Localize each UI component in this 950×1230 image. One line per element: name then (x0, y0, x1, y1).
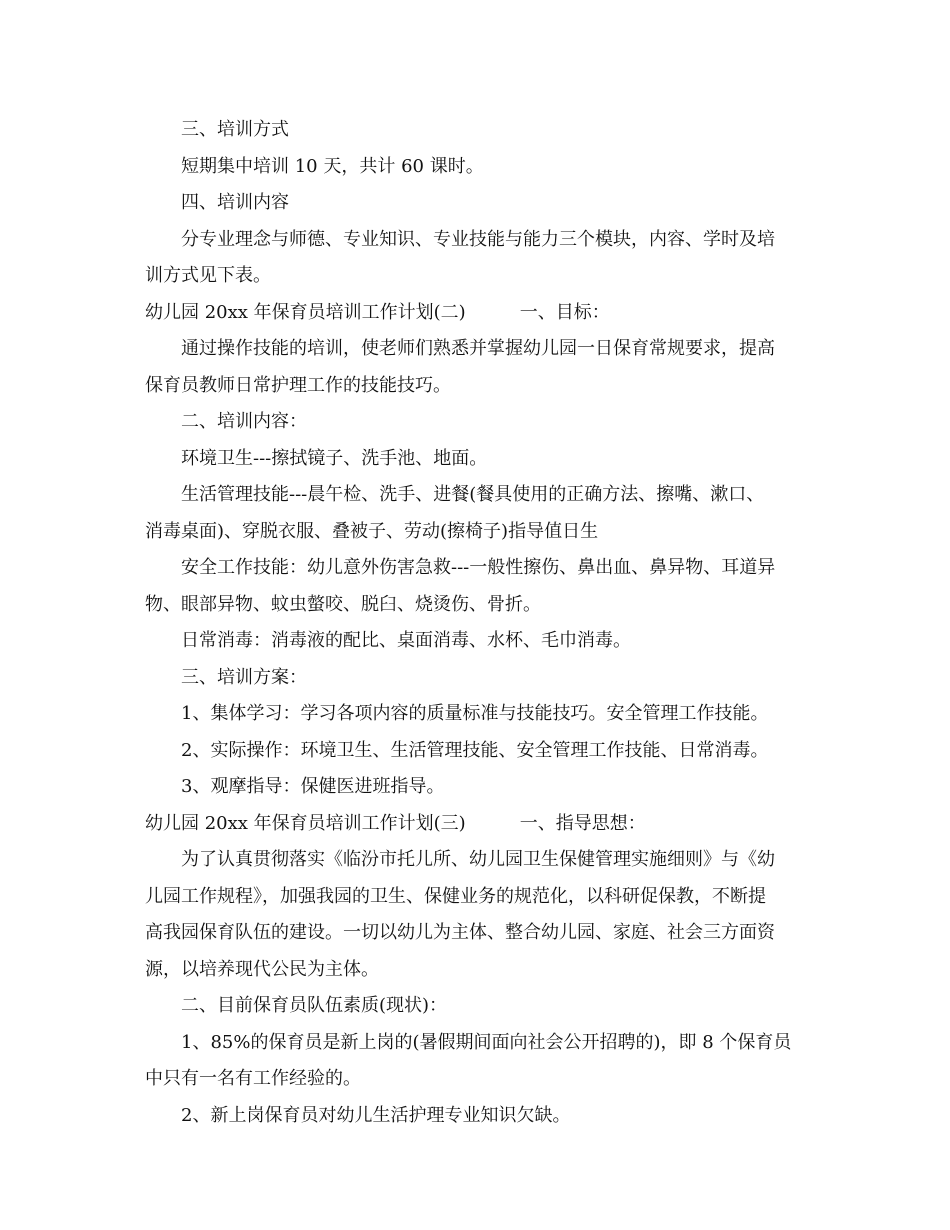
text-line: 短期集中培训 10 天，共计 60 课时。 (181, 155, 484, 177)
text-line: 二、培训内容： (181, 411, 307, 432)
text-line: 三、培训方案： (181, 666, 307, 688)
text-line: 三、培训方式 (181, 119, 289, 140)
text-line: 高我园保育队伍的建设。一切以幼儿为主体、整合幼儿园、家庭、社会三方面资 (145, 922, 775, 943)
text-line: 幼儿园 20xx 年保育员培训工作计划(三) 一、指导思想： (145, 812, 646, 834)
text-line: 分专业理念与师德、专业知识、专业技能与能力三个模块，内容、学时及培 (181, 228, 775, 250)
text-line: 为了认真贯彻落实《临汾市托儿所、幼儿园卫生保健管理实施细则》与《幼 (181, 849, 775, 870)
text-line: 环境卫生---擦拭镜子、洗手池、地面。 (181, 447, 488, 469)
text-line: 生活管理技能---晨午检、洗手、进餐(餐具使用的正确方法、擦嘴、漱口、 (181, 484, 765, 505)
text-line: 通过操作技能的培训，使老师们熟悉并掌握幼儿园一日保育常规要求，提高 (181, 338, 775, 359)
text-line: 源，以培养现代公民为主体。 (145, 958, 379, 980)
text-line: 1、集体学习：学习各项内容的质量标准与技能技巧。安全管理工作技能。 (181, 703, 769, 724)
text-line: 训方式见下表。 (145, 265, 271, 286)
text-line: 2、新上岗保育员对幼儿生活护理专业知识欠缺。 (181, 1104, 571, 1126)
text-line: 物、眼部异物、蚊虫螫咬、脱臼、烧烫伤、骨折。 (145, 593, 541, 615)
text-line: 保育员教师日常护理工作的技能技巧。 (145, 374, 451, 396)
text-line: 中只有一名有工作经验的。 (145, 1068, 361, 1089)
text-line: 安全工作技能：幼儿意外伤害急救---一般性擦伤、鼻出血、鼻异物、耳道异 (181, 557, 776, 578)
text-line: 二、目前保育员队伍素质(现状)： (181, 995, 448, 1016)
text-line: 日常消毒：消毒液的配比、桌面消毒、水杯、毛巾消毒。 (181, 630, 631, 651)
document-body (145, 112, 810, 1134)
text-line: 2、实际操作：环境卫生、生活管理技能、安全管理工作技能、日常消毒。 (181, 739, 769, 761)
text-line: 1、85%的保育员是新上岗的(暑假期间面向社会公开招聘的)，即 8 个保育员 (181, 1031, 792, 1053)
text-line: 四、培训内容 (181, 192, 289, 213)
text-line: 儿园工作规程》，加强我园的卫生、保健业务的规范化，以科研促保教，不断提 (145, 885, 766, 907)
text-line: 消毒桌面)、穿脱衣服、叠被子、劳动(擦椅子)指导值日生 (145, 520, 599, 542)
text-line: 幼儿园 20xx 年保育员培训工作计划(二) 一、目标： (145, 301, 610, 323)
text-line: 3、观摩指导：保健医进班指导。 (181, 776, 445, 797)
